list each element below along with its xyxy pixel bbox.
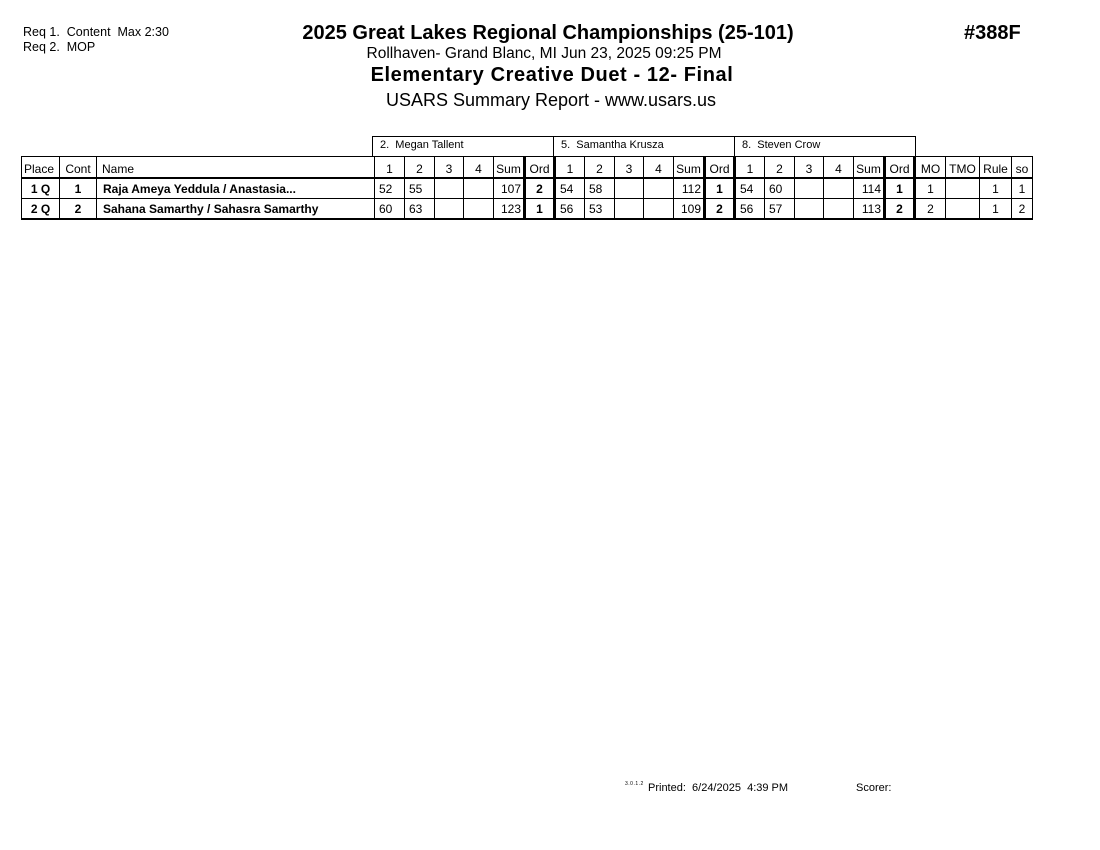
- col-j1-1: 1: [375, 157, 405, 179]
- score: 54: [735, 178, 765, 199]
- row-name: Sahana Samarthy / Sahasra Samarthy: [97, 199, 375, 220]
- score: [435, 178, 464, 199]
- score-ord: 2: [885, 199, 915, 220]
- score-sum: 112: [674, 178, 705, 199]
- col-cont: Cont: [60, 157, 97, 179]
- score: 60: [765, 178, 795, 199]
- score: [644, 178, 674, 199]
- scores-table: [21, 156, 1033, 220]
- scorer-label: Scorer:: [856, 782, 892, 794]
- score: 53: [585, 199, 615, 220]
- table-header-row: [22, 157, 1033, 179]
- score: 55: [405, 178, 435, 199]
- score-ord: 1: [885, 178, 915, 199]
- col-j2-1: 1: [555, 157, 585, 179]
- judge-header-2: 5. Samantha Krusza: [553, 136, 735, 156]
- row-place: 2 Q: [22, 199, 60, 220]
- col-j3-4: 4: [824, 157, 854, 179]
- score: [795, 178, 824, 199]
- row-rule: 1: [980, 199, 1012, 220]
- judge-header-1: 2. Megan Tallent: [372, 136, 554, 156]
- col-name: Name: [97, 157, 375, 179]
- row-mo: 1: [915, 178, 946, 199]
- row-rule: 1: [980, 178, 1012, 199]
- col-j1-3: 3: [435, 157, 464, 179]
- col-rule: Rule: [980, 157, 1012, 179]
- event-name: Elementary Creative Duet - 12- Final: [370, 64, 734, 86]
- score-sum: 107: [494, 178, 525, 199]
- score: 56: [735, 199, 765, 220]
- score: [824, 178, 854, 199]
- score: 57: [765, 199, 795, 220]
- score: [615, 199, 644, 220]
- printed-timestamp: Printed: 6/24/2025 4:39 PM: [648, 782, 789, 794]
- row-tmo: [946, 178, 980, 199]
- report-title: USARS Summary Report - www.usars.us: [385, 90, 717, 110]
- score-sum: 123: [494, 199, 525, 220]
- score-sum: 114: [854, 178, 885, 199]
- row-so: 1: [1012, 178, 1033, 199]
- col-j1-sum: Sum: [494, 157, 525, 179]
- competition-title: 2025 Great Lakes Regional Championships (25-101): [302, 22, 794, 44]
- col-j1-ord: Ord: [525, 157, 555, 179]
- score-ord: 1: [705, 178, 735, 199]
- software-version: 3.0.1.2: [625, 781, 644, 787]
- col-j2-4: 4: [644, 157, 674, 179]
- col-j3-sum: Sum: [854, 157, 885, 179]
- score-sum: 113: [854, 199, 885, 220]
- col-tmo: TMO: [946, 157, 980, 179]
- score: 60: [375, 199, 405, 220]
- table-row: [22, 178, 1033, 199]
- col-mo: MO: [915, 157, 946, 179]
- score-sum: 109: [674, 199, 705, 220]
- col-j2-2: 2: [585, 157, 615, 179]
- score: 56: [555, 199, 585, 220]
- row-tmo: [946, 199, 980, 220]
- col-j2-ord: Ord: [705, 157, 735, 179]
- col-j1-2: 2: [405, 157, 435, 179]
- table-row: [22, 199, 1033, 220]
- score: [644, 199, 674, 220]
- score: [795, 199, 824, 220]
- col-j1-4: 4: [464, 157, 494, 179]
- score-ord: 2: [525, 178, 555, 199]
- location-datetime: Rollhaven- Grand Blanc, MI Jun 23, 2025 09:25 PM: [366, 45, 722, 62]
- col-j3-3: 3: [795, 157, 824, 179]
- score-ord: 2: [705, 199, 735, 220]
- row-place: 1 Q: [22, 178, 60, 199]
- event-code: #388F: [964, 22, 1021, 44]
- col-j2-sum: Sum: [674, 157, 705, 179]
- row-name: Raja Ameya Yeddula / Anastasia...: [97, 178, 375, 199]
- score: [435, 199, 464, 220]
- score: 52: [375, 178, 405, 199]
- col-j3-ord: Ord: [885, 157, 915, 179]
- score: [615, 178, 644, 199]
- requirement-1: Req 1. Content Max 2:30: [23, 25, 169, 39]
- score: [824, 199, 854, 220]
- col-place: Place: [22, 157, 60, 179]
- col-so: so: [1012, 157, 1033, 179]
- score: 54: [555, 178, 585, 199]
- col-j2-3: 3: [615, 157, 644, 179]
- score: [464, 199, 494, 220]
- score: 58: [585, 178, 615, 199]
- row-cont: 2: [60, 199, 97, 220]
- col-j3-1: 1: [735, 157, 765, 179]
- judge-header-3: 8. Steven Crow: [734, 136, 916, 156]
- row-mo: 2: [915, 199, 946, 220]
- col-j3-2: 2: [765, 157, 795, 179]
- requirement-2: Req 2. MOP: [23, 40, 96, 54]
- row-so: 2: [1012, 199, 1033, 220]
- score: [464, 178, 494, 199]
- score: 63: [405, 199, 435, 220]
- score-ord: 1: [525, 199, 555, 220]
- row-cont: 1: [60, 178, 97, 199]
